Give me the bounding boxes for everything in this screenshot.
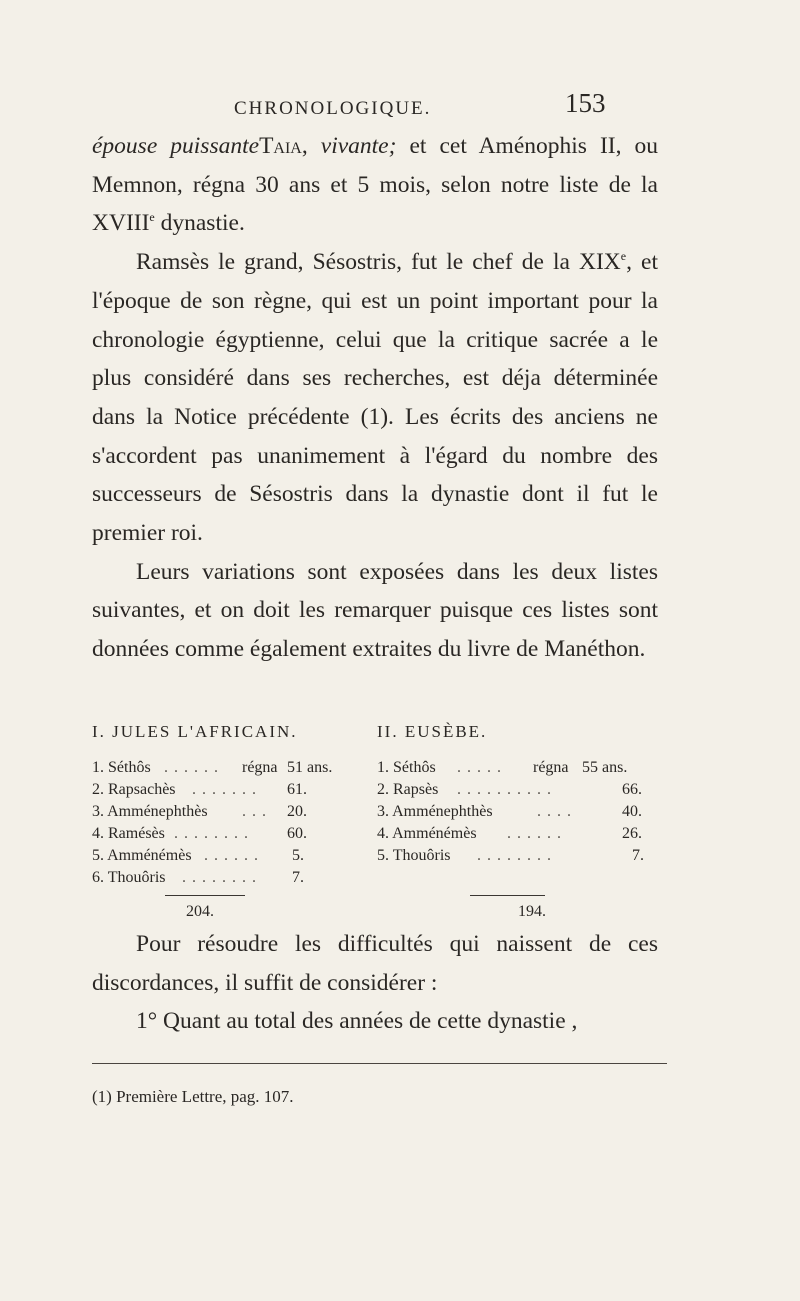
comma: , xyxy=(301,133,321,159)
italic-phrase-1: épouse puissante xyxy=(92,133,260,159)
king-name: 5. Amménémès xyxy=(92,847,192,864)
reign-years: 51 ans. xyxy=(287,759,333,776)
leader-dots: . . . . . xyxy=(457,759,502,776)
list-row xyxy=(92,845,347,867)
list-eusebe xyxy=(377,757,662,867)
list-row xyxy=(92,801,347,823)
superscript-e: e xyxy=(620,249,627,264)
main-text xyxy=(92,127,658,669)
king-name: 1. Séthôs xyxy=(92,759,151,776)
list-row xyxy=(377,845,662,867)
list-row xyxy=(377,801,662,823)
paragraph-1-text: et cet Aménophis II, ou Memnon, régna 30 ans et 5 mois, selon notre liste de la XVIII xyxy=(92,133,658,237)
list-row xyxy=(92,757,347,779)
leader-dots: . . . . xyxy=(537,803,572,820)
paragraph-1-end: dynastie. xyxy=(154,210,245,237)
list-heading-eusebe: II. EUSÈBE. xyxy=(377,722,488,741)
reign-label: régna xyxy=(533,759,569,776)
leader-dots: . . . . . . xyxy=(204,847,259,864)
king-name: 2. Rapsachès xyxy=(92,781,176,798)
list-africain xyxy=(92,757,347,889)
reign-years: 7. xyxy=(632,847,644,864)
king-name: 2. Rapsès xyxy=(377,781,439,798)
list-row xyxy=(377,757,662,779)
king-name: 3. Amménephthès xyxy=(92,803,208,820)
reign-years: 66. xyxy=(622,781,642,798)
paragraph-5: 1° Quant au total des années de cette dynastie , xyxy=(136,1008,578,1035)
leader-dots: . . . . . . xyxy=(164,759,219,776)
reign-years: 26. xyxy=(622,825,642,842)
running-head xyxy=(0,78,800,118)
leader-dots: . . . xyxy=(242,803,267,820)
running-head-title: CHRONOLOGIQUE. xyxy=(234,98,432,119)
reign-years: 55 ans. xyxy=(582,759,628,776)
paragraph-2 xyxy=(92,243,658,553)
footnote: (1) Première Lettre, pag. 107. xyxy=(92,1087,294,1106)
king-name: 1. Séthôs xyxy=(377,759,436,776)
list-row xyxy=(92,823,347,845)
paragraph-2-start: Ramsès le grand, Sésostris, fut le chef de la XIX xyxy=(136,249,621,276)
king-name: 4. Ramésès xyxy=(92,825,165,842)
footnote-rule xyxy=(92,1063,667,1064)
paragraph-1 xyxy=(92,127,658,243)
leader-dots: . . . . . . . . . . xyxy=(457,781,552,798)
leader-dots: . . . . . . . . xyxy=(477,847,552,864)
leader-dots: . . . . . . xyxy=(507,825,562,842)
page-number: 153 xyxy=(565,88,606,118)
total-africain: 204. xyxy=(186,903,214,920)
queen-name: Taia xyxy=(259,133,302,159)
reign-years: 61. xyxy=(287,781,307,798)
list-row xyxy=(92,779,347,801)
paragraph-4: Pour résoudre les difficultés qui naissent de ces discordances, il suffit de considérer : xyxy=(92,931,658,996)
dynasty-lists xyxy=(92,722,662,886)
leader-dots: . . . . . . . xyxy=(192,781,257,798)
reign-years: 60. xyxy=(287,825,307,842)
superscript-e: e xyxy=(149,210,155,225)
list-row xyxy=(377,779,662,801)
reign-years: 40. xyxy=(622,803,642,820)
leader-dots: . . . . . . . . xyxy=(174,825,249,842)
king-name: 6. Thouôris xyxy=(92,869,166,886)
reign-years: 20. xyxy=(287,803,307,820)
list-heading-africain: I. JULES L'AFRICAIN. xyxy=(92,722,298,741)
list-row xyxy=(377,823,662,845)
main-text-continued xyxy=(92,925,658,1041)
total-rule-eusebe xyxy=(470,895,545,896)
list-row xyxy=(92,867,347,889)
reign-years: 5. xyxy=(292,847,304,864)
total-eusebe: 194. xyxy=(518,903,546,920)
king-name: 5. Thouôris xyxy=(377,847,451,864)
leader-dots: . . . . . . . . xyxy=(182,869,257,886)
king-name: 4. Amménémès xyxy=(377,825,477,842)
reign-label: régna xyxy=(242,759,278,776)
paragraph-2-rest: , et l'époque de son règne, qui est un point important pour la chronologie égyptienne, celui que la critique sacrée a le plus considéré dans ses recherches, est déja déterminée dans la Notice précédente (1). Les écrits des anciens ne s'accordent pas unanimement à l'égard du nombre des successeurs de Sésostris dans la dynastie dont il fut le premier roi. xyxy=(92,249,658,547)
king-name: 3. Amménephthès xyxy=(377,803,493,820)
total-rule-africain xyxy=(165,895,245,896)
italic-phrase-2: vivante; xyxy=(320,133,397,159)
paragraph-3: Leurs variations sont exposées dans les deux listes suivantes, et on doit les remarquer puisque ces listes sont données comme également extraites du livre de Manéthon. xyxy=(92,558,658,663)
reign-years: 7. xyxy=(292,869,304,886)
